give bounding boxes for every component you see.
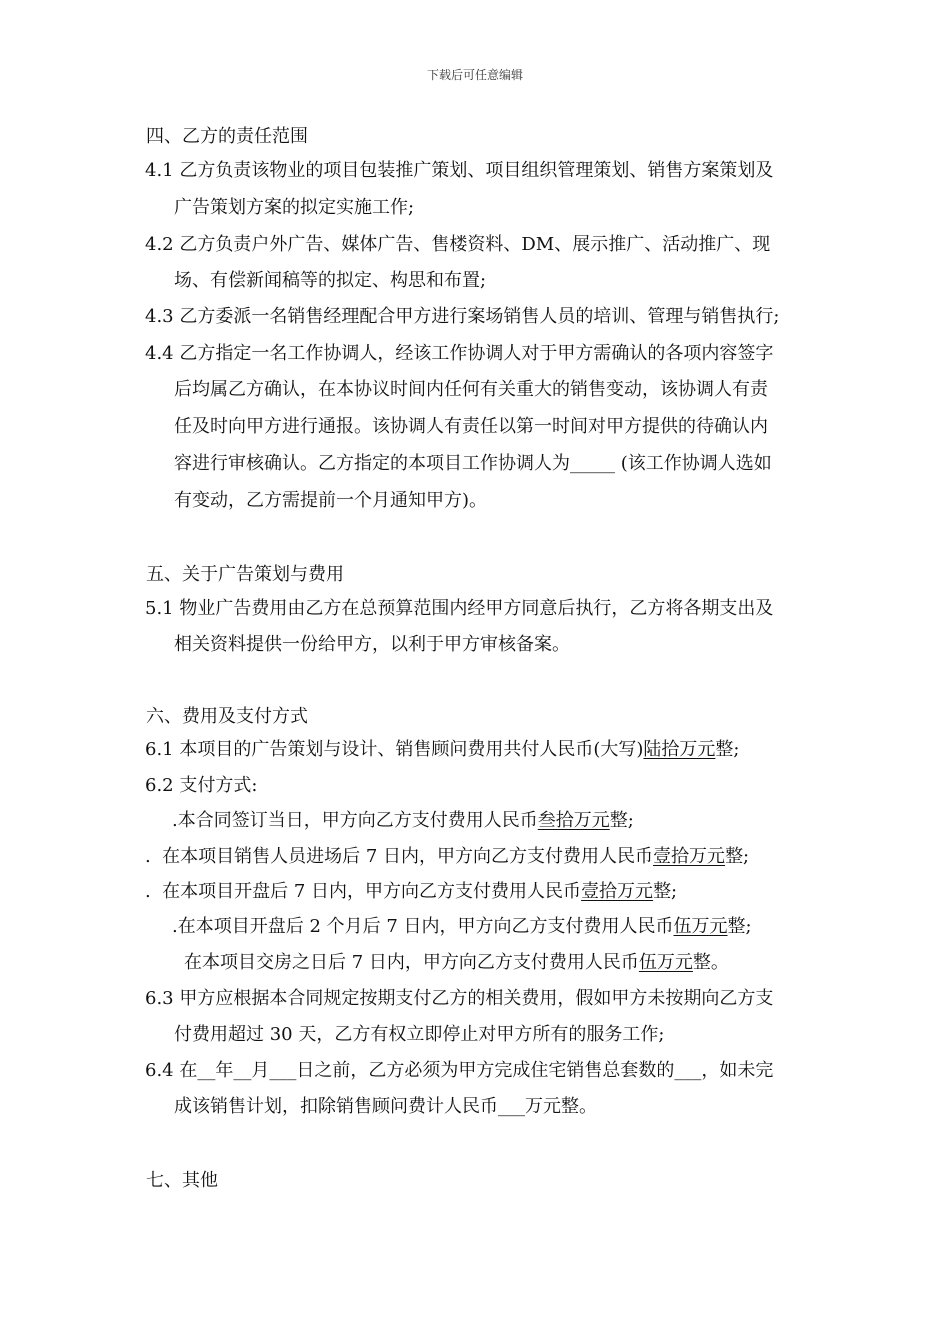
payment-1-amount: 叁拾万元 <box>537 810 610 831</box>
page-header: 下载后可任意编辑 <box>426 68 523 82</box>
clause-4-3-line-1: 4.3 乙方委派一名销售经理配合甲方进行案场销售人员的培训、管理与销售执行; <box>145 306 780 327</box>
clause-4-4-line-4-tail: (该工作协调人选如 <box>615 453 772 474</box>
section-5-title: 五、关于广告策划与费用 <box>146 564 344 585</box>
payment-2-tail: 整; <box>725 846 750 867</box>
clause-6-4-line-1: 6.4 在__年__月___日之前，乙方必须为甲方完成住宅销售总套数的___，如未完 <box>145 1060 774 1081</box>
payment-5-tail: 整。 <box>692 952 729 973</box>
clause-4-4-line-3: 任及时向甲方进行通报。该协调人有责任以第一时间对甲方提供的待确认内 <box>174 416 768 437</box>
clause-6-1 <box>145 738 739 762</box>
payment-1-tail: 整; <box>609 810 634 831</box>
clause-4-4-line-2: 后均属乙方确认，在本协议时间内任何有关重大的销售变动，该协调人有责 <box>174 379 768 400</box>
payment-4-tail: 整; <box>727 916 752 937</box>
section-4-title: 四、乙方的责任范围 <box>146 126 308 147</box>
payment-1-text: .本合同签订当日，甲方向乙方支付费用人民币 <box>172 810 538 831</box>
payment-3 <box>145 880 677 904</box>
clause-6-4-line-2: 成该销售计划，扣除销售顾问费计人民币___万元整。 <box>174 1096 597 1117</box>
clause-4-1-line-2: 广告策划方案的拟定实施工作; <box>174 197 415 218</box>
payment-3-text: . 在本项目开盘后 7 日内，甲方向乙方支付费用人民币 <box>145 881 582 902</box>
payment-1 <box>172 809 634 833</box>
payment-4-text: .在本项目开盘后 2 个月后 7 日内，甲方向乙方支付费用人民币 <box>172 916 674 937</box>
payment-2 <box>145 845 749 869</box>
section-7-title: 七、其他 <box>146 1170 218 1191</box>
clause-6-3-line-2: 付费用超过 30 天，乙方有权立即停止对甲方所有的服务工作; <box>174 1024 665 1045</box>
clause-6-3-line-1: 6.3 甲方应根据本合同规定按期支付乙方的相关费用，假如甲方未按期向乙方支 <box>145 988 774 1009</box>
clause-5-1-line-1: 5.1 物业广告费用由乙方在总预算范围内经甲方同意后执行，乙方将各期支出及 <box>145 598 774 619</box>
clause-6-1-text: 6.1 本项目的广告策划与设计、销售顾问费用共付人民币(大写) <box>145 739 644 760</box>
clause-4-4-line-5: 有变动，乙方需提前一个月通知甲方)。 <box>174 490 488 511</box>
payment-3-tail: 整; <box>653 881 678 902</box>
clause-4-4-line-4 <box>174 452 772 476</box>
clause-4-1-line-1: 4.1 乙方负责该物业的项目包装推广策划、项目组织管理策划、销售方案策划及 <box>145 160 774 181</box>
payment-5-text: 在本项目交房之日后 7 日内，甲方向乙方支付费用人民币 <box>184 952 639 973</box>
clause-4-4-line-1: 4.4 乙方指定一名工作协调人，经该工作协调人对于甲方需确认的各项内容签字 <box>145 343 774 364</box>
payment-2-text: . 在本项目销售人员进场后 7 日内，甲方向乙方支付费用人民币 <box>145 846 654 867</box>
coordinator-blank: _____ <box>570 453 615 474</box>
clause-4-4-line-4-text: 容进行审核确认。乙方指定的本项目工作协调人为 <box>174 453 570 474</box>
section-6-title: 六、费用及支付方式 <box>146 706 308 727</box>
payment-5-amount: 伍万元 <box>638 952 693 973</box>
payment-4 <box>172 915 752 939</box>
payment-5 <box>184 951 729 975</box>
payment-2-amount: 壹拾万元 <box>653 846 726 867</box>
total-amount: 陆拾万元 <box>643 739 716 760</box>
payment-4-amount: 伍万元 <box>673 916 728 937</box>
payment-3-amount: 壹拾万元 <box>581 881 654 902</box>
clause-5-1-line-2: 相关资料提供一份给甲方，以利于甲方审核备案。 <box>174 634 570 655</box>
clause-4-2-line-2: 场、有偿新闻稿等的拟定、构思和布置; <box>174 270 487 291</box>
clause-6-1-tail: 整; <box>715 739 740 760</box>
clause-6-2: 6.2 支付方式: <box>145 775 258 796</box>
clause-4-2-line-1: 4.2 乙方负责户外广告、媒体广告、售楼资料、DM、展示推广、活动推广、现 <box>145 234 771 255</box>
